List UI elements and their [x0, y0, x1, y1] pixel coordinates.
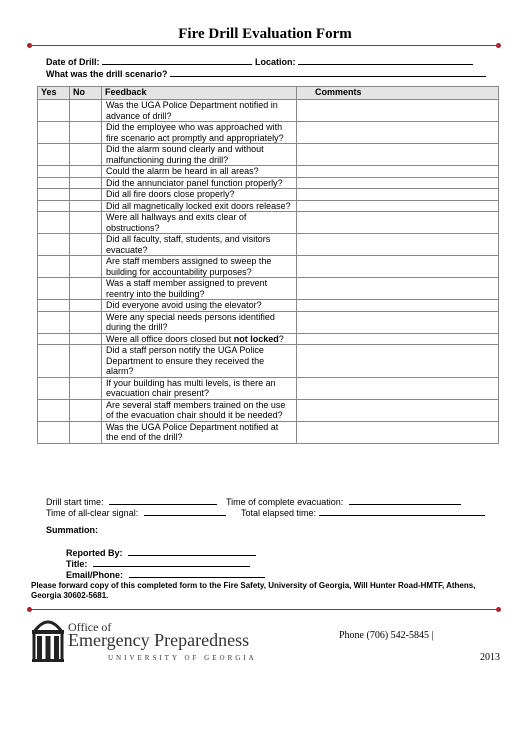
no-cell[interactable]	[70, 256, 102, 278]
email-phone-field[interactable]: Email/Phone:	[66, 568, 265, 580]
yes-cell[interactable]	[38, 300, 70, 312]
comments-cell[interactable]	[297, 333, 499, 345]
feedback-cell: Did a staff person notify the UGA Police Department to ensure they received the alarm?	[102, 345, 297, 378]
yes-cell[interactable]	[38, 166, 70, 178]
table-row	[38, 189, 499, 201]
yes-cell[interactable]	[38, 333, 70, 345]
title-field[interactable]: Title:	[66, 557, 250, 569]
no-cell[interactable]	[70, 144, 102, 166]
feedback-cell: Are several staff members trained on the use of the evacuation chair should it be needed?	[102, 399, 297, 421]
forwarding-note: Please forward copy of this completed form to the Fire Safety, University of Georgia, Will Hunter Road-HMTF, Athens, Georgia 30602-5681.	[31, 581, 476, 600]
feedback-cell: Did the annunciator panel function properly?	[102, 177, 297, 189]
feedback-cell: Was the UGA Police Department notified at the end of the drill?	[102, 421, 297, 443]
comments-cell[interactable]	[297, 300, 499, 312]
arch-logo-icon	[32, 614, 64, 664]
no-cell[interactable]	[70, 399, 102, 421]
location-line[interactable]	[298, 55, 473, 65]
feedback-cell: Were all hallways and exits clear of obstructions?	[102, 212, 297, 234]
no-cell[interactable]	[70, 333, 102, 345]
comments-cell[interactable]	[297, 122, 499, 144]
comments-cell[interactable]	[297, 189, 499, 201]
table-row	[38, 399, 499, 421]
office-of-text: Office of	[68, 620, 112, 634]
comments-cell[interactable]	[297, 144, 499, 166]
all-clear-field[interactable]: Time of all-clear signal:	[46, 506, 226, 518]
drill-start-field[interactable]: Drill start time:	[46, 495, 217, 507]
yes-cell[interactable]	[38, 189, 70, 201]
table-row	[38, 100, 499, 122]
no-cell[interactable]	[70, 200, 102, 212]
table-row	[38, 122, 499, 144]
no-cell[interactable]	[70, 311, 102, 333]
yes-cell[interactable]	[38, 256, 70, 278]
complete-evac-field[interactable]: Time of complete evacuation:	[226, 495, 461, 507]
feedback-cell: Was a staff member assigned to prevent reentry into the building?	[102, 278, 297, 300]
feedback-cell: Did all magnetically locked exit doors release?	[102, 200, 297, 212]
table-row	[38, 278, 499, 300]
comments-cell[interactable]	[297, 421, 499, 443]
feedback-cell: If your building has multi levels, is there an evacuation chair present?	[102, 377, 297, 399]
yes-cell[interactable]	[38, 278, 70, 300]
feedback-cell: Were all office doors closed but not locked?	[102, 333, 297, 345]
yes-cell[interactable]	[38, 122, 70, 144]
no-cell[interactable]	[70, 189, 102, 201]
table-row	[38, 212, 499, 234]
top-divider	[30, 45, 498, 46]
comments-cell[interactable]	[297, 399, 499, 421]
table-row	[38, 300, 499, 312]
feedback-cell: Did all faculty, staff, students, and visitors evacuate?	[102, 234, 297, 256]
col-comments: Comments	[297, 87, 499, 100]
reported-by-field[interactable]: Reported By:	[66, 546, 256, 558]
no-cell[interactable]	[70, 278, 102, 300]
yes-cell[interactable]	[38, 234, 70, 256]
no-cell[interactable]	[70, 234, 102, 256]
comments-cell[interactable]	[297, 200, 499, 212]
summation-label: Summation:	[46, 525, 99, 535]
table-row	[38, 421, 499, 443]
comments-cell[interactable]	[297, 278, 499, 300]
no-cell[interactable]	[70, 377, 102, 399]
table-row	[38, 333, 499, 345]
no-cell[interactable]	[70, 100, 102, 122]
department-name: Emergency Preparedness	[68, 630, 250, 650]
no-cell[interactable]	[70, 122, 102, 144]
feedback-cell: Did everyone avoid using the elevator?	[102, 300, 297, 312]
yes-cell[interactable]	[38, 100, 70, 122]
table-row	[38, 256, 499, 278]
col-yes: Yes	[38, 87, 70, 100]
phone-number: Phone (706) 542-5845 |	[339, 630, 434, 641]
col-feedback: Feedback	[102, 87, 297, 100]
table-row	[38, 345, 499, 378]
feedback-cell: Was the UGA Police Department notified in advance of drill?	[102, 100, 297, 122]
yes-cell[interactable]	[38, 177, 70, 189]
table-row	[38, 144, 499, 166]
form-year: 2013	[480, 652, 500, 663]
feedback-cell: Did all fire doors close properly?	[102, 189, 297, 201]
yes-cell[interactable]	[38, 212, 70, 234]
yes-cell[interactable]	[38, 345, 70, 378]
no-cell[interactable]	[70, 421, 102, 443]
feedback-cell: Did the employee who was approached with fire scenario act promptly and appropriately?	[102, 122, 297, 144]
feedback-cell: Could the alarm be heard in all areas?	[102, 166, 297, 178]
feedback-cell: Did the alarm sound clearly and without malfunctioning during the drill?	[102, 144, 297, 166]
scenario-line[interactable]	[170, 67, 486, 77]
table-row	[38, 200, 499, 212]
university-name: UNIVERSITY OF GEORGIA	[108, 654, 257, 662]
comments-cell[interactable]	[297, 177, 499, 189]
yes-cell[interactable]	[38, 144, 70, 166]
yes-cell[interactable]	[38, 421, 70, 443]
date-field[interactable]: Date of Drill:	[46, 55, 252, 67]
scenario-field[interactable]: What was the drill scenario?	[46, 67, 486, 79]
feedback-cell: Are staff members assigned to sweep the building for accountability purposes?	[102, 256, 297, 278]
table-header	[38, 87, 499, 100]
table-row	[38, 377, 499, 399]
no-cell[interactable]	[70, 166, 102, 178]
elapsed-field[interactable]: Total elapsed time:	[241, 506, 485, 518]
yes-cell[interactable]	[38, 399, 70, 421]
yes-cell[interactable]	[38, 200, 70, 212]
location-field[interactable]: Location:	[255, 55, 473, 67]
date-line[interactable]	[102, 55, 252, 65]
comments-cell[interactable]	[297, 212, 499, 234]
no-cell[interactable]	[70, 177, 102, 189]
table-row	[38, 166, 499, 178]
col-no: No	[70, 87, 102, 100]
bottom-divider	[30, 609, 498, 610]
comments-cell[interactable]	[297, 100, 499, 122]
comments-cell[interactable]	[297, 345, 499, 378]
table-row	[38, 311, 499, 333]
evaluation-table	[37, 86, 499, 444]
comments-cell[interactable]	[297, 166, 499, 178]
comments-cell[interactable]	[297, 256, 499, 278]
table-row	[38, 234, 499, 256]
yes-cell[interactable]	[38, 377, 70, 399]
table-row	[38, 177, 499, 189]
comments-cell[interactable]	[297, 311, 499, 333]
no-cell[interactable]	[70, 300, 102, 312]
yes-cell[interactable]	[38, 311, 70, 333]
comments-cell[interactable]	[297, 377, 499, 399]
comments-cell[interactable]	[297, 234, 499, 256]
no-cell[interactable]	[70, 345, 102, 378]
feedback-cell: Were any special needs persons identified during the drill?	[102, 311, 297, 333]
form-title: Fire Drill Evaluation Form	[178, 26, 352, 42]
no-cell[interactable]	[70, 212, 102, 234]
